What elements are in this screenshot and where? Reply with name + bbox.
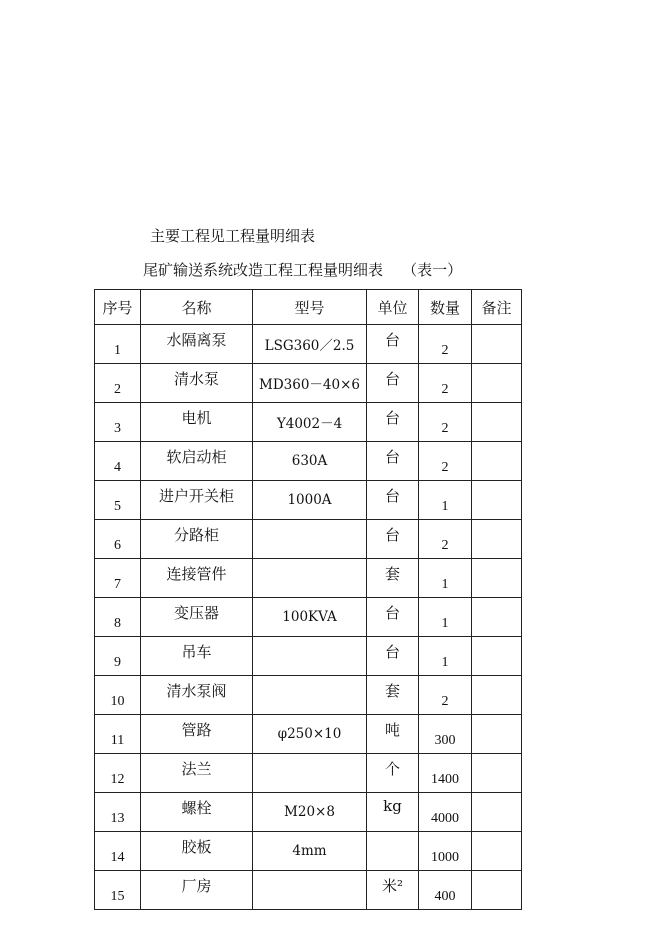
- cell-model: LSG360／2.5: [253, 325, 367, 364]
- cell-quantity: 1400: [419, 754, 472, 793]
- cell-unit: 台: [367, 325, 419, 364]
- cell-unit: 套: [367, 676, 419, 715]
- cell-note: [472, 325, 522, 364]
- cell-quantity: 300: [419, 715, 472, 754]
- cell-note: [472, 403, 522, 442]
- cell-seq: 4: [95, 442, 141, 481]
- cell-quantity: 1000: [419, 832, 472, 871]
- table-row: [95, 793, 522, 832]
- cell-model: [253, 676, 367, 715]
- cell-unit: kg: [367, 793, 419, 832]
- table-row: [95, 832, 522, 871]
- table-title: 尾矿输送系统改造工程工程量明细表: [143, 261, 384, 279]
- cell-model: [253, 520, 367, 559]
- table-row: [95, 325, 522, 364]
- table-row: [95, 715, 522, 754]
- cell-unit: 米²: [367, 871, 419, 910]
- cell-note: [472, 559, 522, 598]
- cell-model: 100KVA: [253, 598, 367, 637]
- cell-unit: 台: [367, 481, 419, 520]
- cell-name: 软启动柜: [141, 442, 253, 481]
- cell-quantity: 1: [419, 598, 472, 637]
- cell-seq: 15: [95, 871, 141, 910]
- cell-note: [472, 676, 522, 715]
- cell-unit: 台: [367, 403, 419, 442]
- cell-quantity: 2: [419, 520, 472, 559]
- cell-quantity: 2: [419, 364, 472, 403]
- cell-seq: 14: [95, 832, 141, 871]
- cell-quantity: 4000: [419, 793, 472, 832]
- table-row: [95, 442, 522, 481]
- cell-model: MD360－40×6: [253, 364, 367, 403]
- cell-model: M20×8: [253, 793, 367, 832]
- cell-seq: 11: [95, 715, 141, 754]
- cell-seq: 1: [95, 325, 141, 364]
- cell-seq: 9: [95, 637, 141, 676]
- table-row: [95, 637, 522, 676]
- cell-seq: 7: [95, 559, 141, 598]
- cell-model: 630A: [253, 442, 367, 481]
- cell-quantity: 400: [419, 871, 472, 910]
- cell-name: 变压器: [141, 598, 253, 637]
- table-row: [95, 598, 522, 637]
- cell-model: [253, 637, 367, 676]
- table-row: [95, 520, 522, 559]
- cell-model: Y4002－4: [253, 403, 367, 442]
- cell-quantity: 2: [419, 676, 472, 715]
- cell-quantity: 2: [419, 442, 472, 481]
- cell-name: 厂房: [141, 871, 253, 910]
- table-row: [95, 754, 522, 793]
- cell-name: 连接管件: [141, 559, 253, 598]
- cell-seq: 5: [95, 481, 141, 520]
- page-heading: 主要工程见工程量明细表: [150, 227, 316, 245]
- table-label: （表一）: [402, 261, 463, 279]
- cell-note: [472, 598, 522, 637]
- cell-unit: 台: [367, 442, 419, 481]
- cell-name: 螺栓: [141, 793, 253, 832]
- cell-quantity: 2: [419, 403, 472, 442]
- table-body: [95, 325, 522, 910]
- cell-name: 胶板: [141, 832, 253, 871]
- table-row: [95, 481, 522, 520]
- column-header-model: 型号: [253, 290, 367, 325]
- cell-model: [253, 754, 367, 793]
- cell-note: [472, 715, 522, 754]
- cell-name: 法兰: [141, 754, 253, 793]
- cell-model: 4mm: [253, 832, 367, 871]
- cell-name: 管路: [141, 715, 253, 754]
- table-row: [95, 559, 522, 598]
- cell-model: φ250×10: [253, 715, 367, 754]
- cell-note: [472, 481, 522, 520]
- cell-note: [472, 520, 522, 559]
- cell-note: [472, 754, 522, 793]
- cell-note: [472, 442, 522, 481]
- cell-unit: 套: [367, 559, 419, 598]
- cell-unit: 台: [367, 520, 419, 559]
- column-header-note: 备注: [472, 290, 522, 325]
- cell-model: [253, 559, 367, 598]
- table-row: [95, 364, 522, 403]
- cell-note: [472, 637, 522, 676]
- cell-quantity: 2: [419, 325, 472, 364]
- cell-quantity: 1: [419, 637, 472, 676]
- cell-seq: 10: [95, 676, 141, 715]
- cell-unit: 台: [367, 637, 419, 676]
- cell-note: [472, 793, 522, 832]
- column-header-seq: 序号: [95, 290, 141, 325]
- cell-model: 1000A: [253, 481, 367, 520]
- column-header-quantity: 数量: [419, 290, 472, 325]
- cell-seq: 2: [95, 364, 141, 403]
- table-row: [95, 676, 522, 715]
- cell-seq: 8: [95, 598, 141, 637]
- cell-name: 分路柜: [141, 520, 253, 559]
- cell-quantity: 1: [419, 481, 472, 520]
- cell-name: 电机: [141, 403, 253, 442]
- cell-name: 清水泵阀: [141, 676, 253, 715]
- cell-note: [472, 364, 522, 403]
- cell-note: [472, 832, 522, 871]
- cell-name: 清水泵: [141, 364, 253, 403]
- table-row: [95, 871, 522, 910]
- cell-quantity: 1: [419, 559, 472, 598]
- quantity-table: [94, 289, 522, 910]
- cell-name: 水隔离泵: [141, 325, 253, 364]
- table-title-line: [143, 260, 462, 280]
- cell-seq: 6: [95, 520, 141, 559]
- cell-name: 吊车: [141, 637, 253, 676]
- column-header-unit: 单位: [367, 290, 419, 325]
- cell-model: [253, 871, 367, 910]
- cell-unit: [367, 832, 419, 871]
- table-header-row: [95, 290, 522, 325]
- cell-unit: 个: [367, 754, 419, 793]
- table-row: [95, 403, 522, 442]
- cell-unit: 台: [367, 364, 419, 403]
- cell-seq: 13: [95, 793, 141, 832]
- cell-seq: 12: [95, 754, 141, 793]
- cell-note: [472, 871, 522, 910]
- cell-unit: 台: [367, 598, 419, 637]
- cell-seq: 3: [95, 403, 141, 442]
- cell-unit: 吨: [367, 715, 419, 754]
- column-header-name: 名称: [141, 290, 253, 325]
- cell-name: 进户开关柜: [141, 481, 253, 520]
